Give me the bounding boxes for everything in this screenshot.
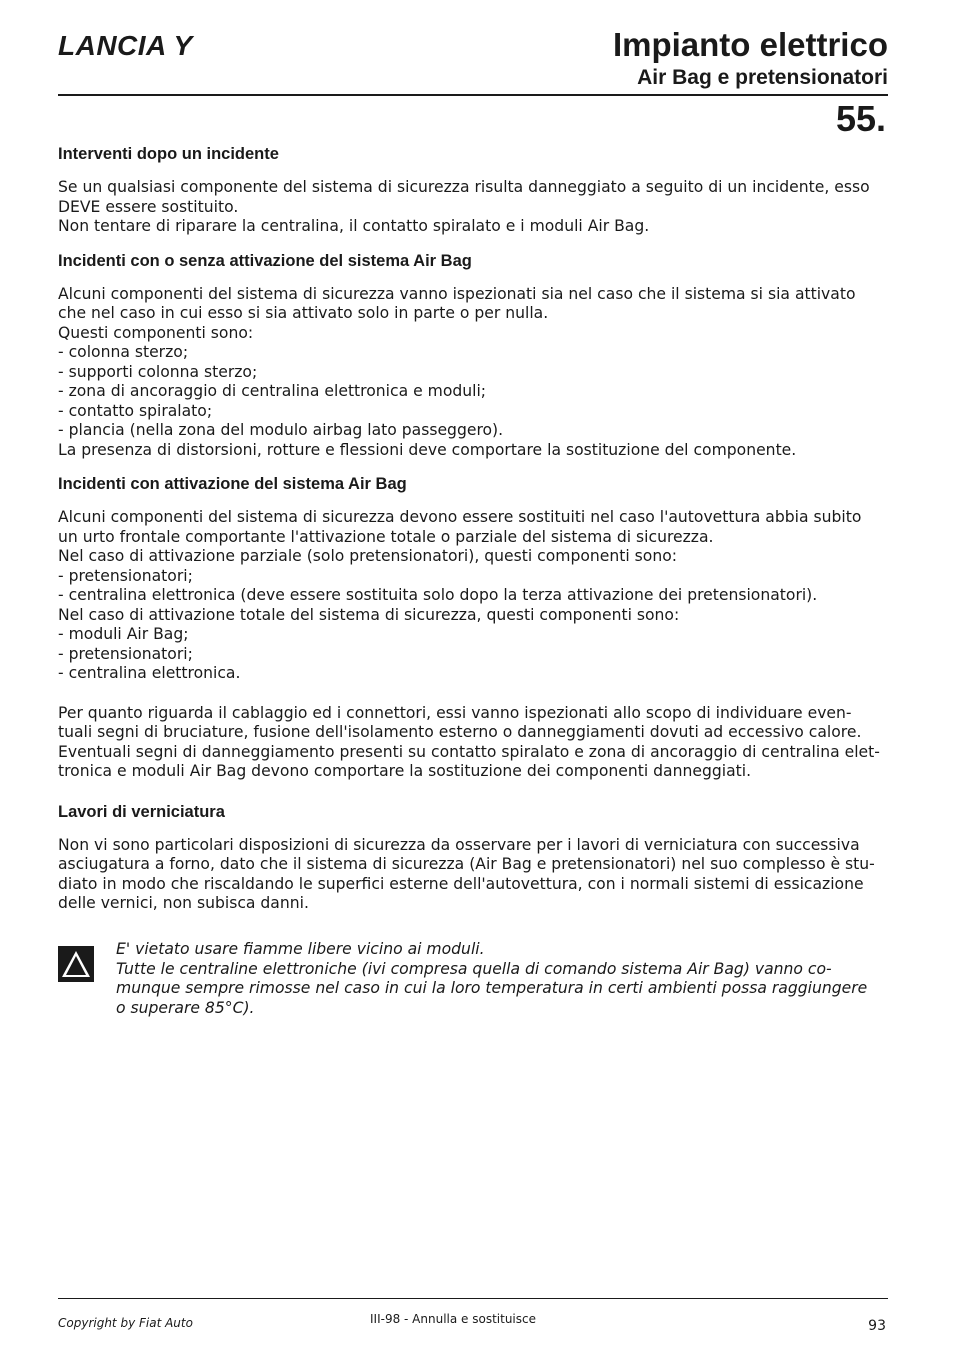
list-item: - plancia (nella zona del modulo airbag lato passeggero). [58, 421, 504, 439]
copyright: Copyright by Fiat Auto [58, 1316, 193, 1330]
list-item: - supporti colonna sterzo; [58, 362, 258, 381]
text-line: tuali segni di bruciature, fusione dell'isolamento esterno o danneggiamenti dovuti ad eccessivo calore. [58, 723, 862, 741]
brand-title: LANCIA Y [58, 30, 193, 61]
main-content [58, 144, 888, 928]
list-item: - centralina elettronica. [58, 664, 241, 682]
paragraph [58, 836, 888, 914]
text-line: delle vernici, non subisca danni. [58, 894, 309, 912]
text-line: Alcuni componenti del sistema di sicurezza vanno ispezionati sia nel caso che il sistema si sia attivato [58, 284, 856, 303]
list-item: - pretensionatori; [58, 644, 193, 663]
list-item: - moduli Air Bag; [58, 625, 189, 643]
text-line: Per quanto riguarda il cablaggio ed i connettori, essi vanno ispezionati allo scopo di individuare even- [58, 703, 852, 722]
section-heading: Interventi dopo un incidente [58, 145, 279, 163]
list-item: - colonna sterzo; [58, 343, 189, 361]
header-divider [58, 94, 888, 96]
edition-note: III-98 - Annulla e sostituisce [370, 1312, 536, 1326]
text-line: Non vi sono particolari disposizioni di sicurezza da osservare per i lavori di verniciatura con successiva [58, 835, 860, 854]
page-number: 93 [868, 1318, 886, 1334]
text-line: Questi componenti sono: [58, 323, 254, 342]
footer-divider [58, 1298, 888, 1299]
section-number: 55. [835, 98, 886, 139]
text-line: E' vietato usare fiamme libere vicino ai moduli. [116, 940, 485, 958]
section-heading: Lavori di verniciatura [58, 802, 225, 821]
warning-text [116, 940, 898, 1018]
section-heading: Incidenti con attivazione del sistema Air Bag [58, 475, 407, 493]
text-line: tronica e moduli Air Bag devono comportare la sostituzione dei componenti danneggiati. [58, 762, 752, 780]
text-line: un urto frontale comportante l'attivazione totale o parziale del sistema di sicurezza. [58, 527, 714, 546]
text-line: Se un qualsiasi componente del sistema di sicurezza risulta danneggiato a seguito di un incidente, esso [58, 178, 870, 196]
text-line: munque sempre rimosse nel caso in cui la loro temperatura in certi ambienti possa raggiungere [116, 979, 868, 997]
text-line: o superare 85°C). [116, 998, 255, 1017]
section-title: Impianto elettrico [612, 26, 888, 63]
text-line: Eventuali segni di danneggiamento presenti su contatto spiralato e zona di ancoraggio di centralina elet- [58, 742, 880, 761]
text-line: che nel caso in cui esso si sia attivato solo in parte o per nulla. [58, 304, 549, 322]
text-line: Non tentare di riparare la centralina, il contatto spiralato e i moduli Air Bag. [58, 217, 650, 235]
section-subtitle: Air Bag e pretensionatori [637, 66, 888, 89]
list-item: - zona di ancoraggio di centralina elettronica e moduli; [58, 382, 487, 400]
paragraph [58, 178, 888, 237]
paragraph [58, 285, 888, 461]
warning-triangle-icon [58, 946, 94, 982]
section-heading: Incidenti con o senza attivazione del sistema Air Bag [58, 251, 472, 270]
text-line: diato in modo che riscaldando le superfici esterne dell'autovettura, con i normali sistemi di essicazione [58, 874, 864, 893]
text-line: Alcuni componenti del sistema di sicurezza devono essere sostituiti nel caso l'autovettura abbia subito [58, 508, 862, 526]
text-line: DEVE essere sostituito. [58, 197, 239, 216]
text-line: La presenza di distorsioni, rotture e flessioni deve comportare la sostituzione del componente. [58, 440, 797, 459]
paragraph [58, 704, 888, 782]
warning-note [58, 940, 898, 1018]
text-line: Nel caso di attivazione parziale (solo pretensionatori), questi componenti sono: [58, 547, 678, 565]
text-line: Tutte le centraline elettroniche (ivi compresa quella di comando sistema Air Bag) vanno co- [116, 959, 832, 978]
list-item: - contatto spiralato; [58, 401, 213, 420]
list-item: - pretensionatori; [58, 566, 193, 585]
text-line: asciugatura a forno, dato che il sistema di sicurezza (Air Bag e pretensionatori) nel suo complesso è stu- [58, 855, 875, 873]
list-item: - centralina elettronica (deve essere sostituita solo dopo la terza attivazione dei pretensionatori). [58, 586, 818, 604]
paragraph [58, 508, 888, 684]
text-line: Nel caso di attivazione totale del sistema di sicurezza, questi componenti sono: [58, 605, 680, 624]
